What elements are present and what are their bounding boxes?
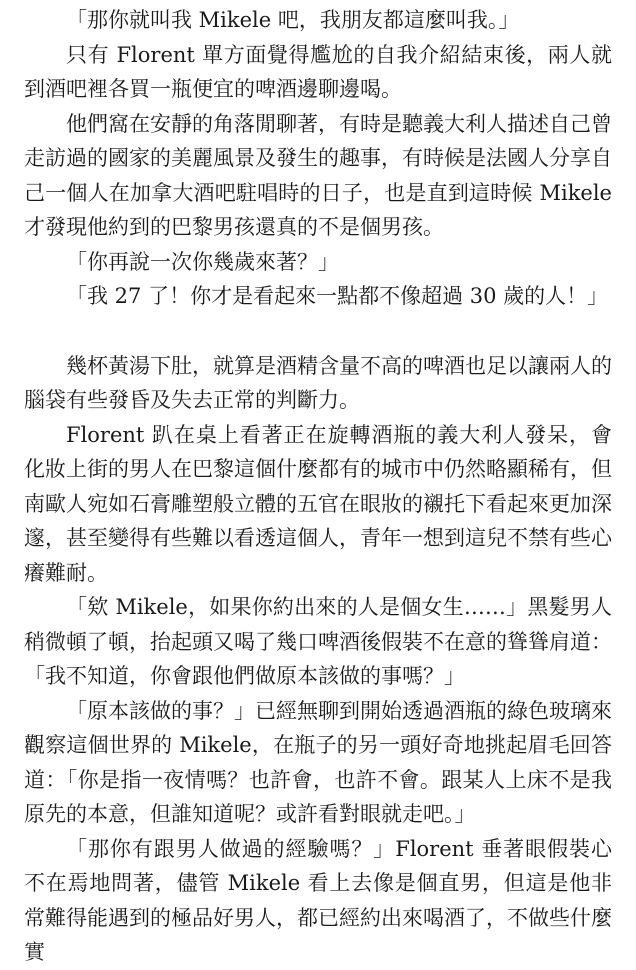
paragraph: 幾杯黃湯下肚，就算是酒精含量不高的啤酒也足以讓兩人的腦袋有些發昏及失去正常的判斷力。 xyxy=(24,353,612,412)
section-break xyxy=(24,314,612,349)
paragraph: 「那你有跟男人做過的經驗嗎？」Florent 垂著眼假裝心不在焉地問著，儘管 Mikele 看上去像是個直男，但這是他非常難得能遇到的極品好男人，都已經約出來喝酒了，不做些什麼實 xyxy=(24,836,612,964)
paragraph: 「你再說一次你幾歲來著？」 xyxy=(66,249,339,274)
paragraph: Florent 趴在桌上看著正在旋轉酒瓶的義大利人發呆，會化妝上街的男人在巴黎這個什麼都有的城市中仍然略顯稀有，但南歐人宛如石膏雕塑般立體的五官在眼妝的襯托下看起來更加深邃，甚至變得有些難以看透這個人，青年一想到這兒不禁有些心癢難耐。 xyxy=(24,422,612,585)
paragraph: 「原本該做的事？」已經無聊到開始透過酒瓶的綠色玻璃來觀察這個世界的 Mikele，在瓶子的另一頭好奇地挑起眉毛回答道：「你是指一夜情嗎？也許會，也許不會。跟某人上床不是我原先的本意，但誰知道呢？或許看對眼就走吧。」 xyxy=(24,698,612,826)
paragraph: 只有 Florent 單方面覺得尷尬的自我介紹結束後，兩人就到酒吧裡各買一瓶便宜的啤酒邊聊邊喝。 xyxy=(24,42,612,101)
paragraph: 「欸 Mikele，如果你約出來的人是個女生……」黑髮男人稍微頓了頓，抬起頭又喝了幾口啤酒後假裝不在意的聳聳肩道：「我不知道，你會跟他們做原本該做的事嗎？」 xyxy=(24,595,612,688)
paragraph: 「我 27 了！你才是看起來一點都不像超過 30 歲的人！」 xyxy=(66,284,609,308)
paragraph: 「那你就叫我 Mikele 吧，我朋友都這麼叫我。」 xyxy=(66,8,520,32)
paragraph: 他們窩在安靜的角落閒聊著，有時是聽義大利人描述自己曾走訪過的國家的美麗風景及發生的趣事，有時候是法國人分享自己一個人在加拿大酒吧駐唱時的日子，也是直到這時候 Mikele 才發現他約到的巴黎男孩還真的不是個男孩。 xyxy=(24,111,612,239)
